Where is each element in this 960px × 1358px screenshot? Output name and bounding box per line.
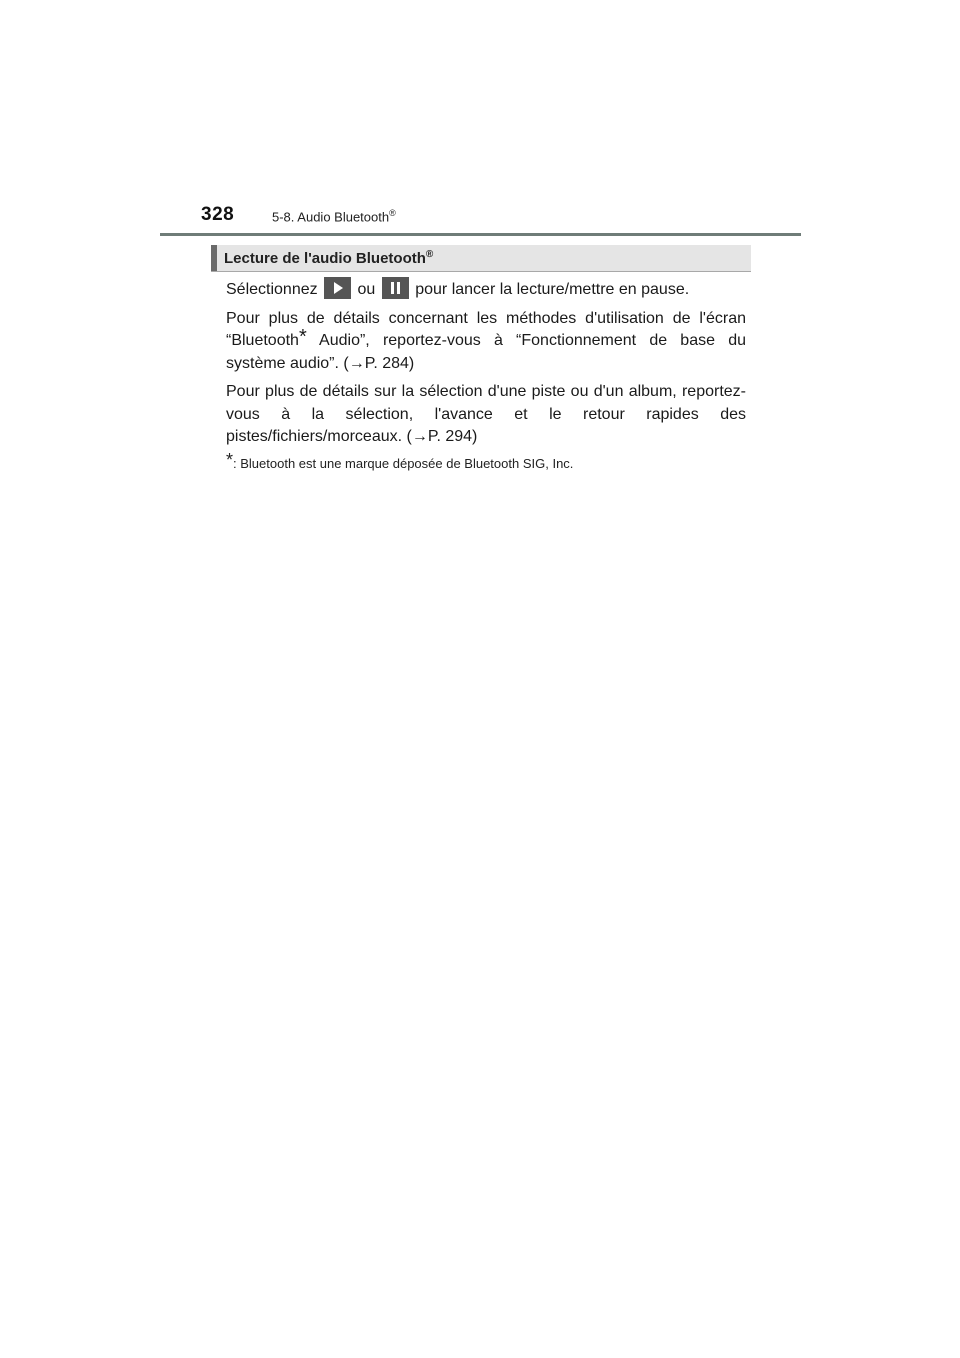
- paragraph-screen-reference: [226, 308, 746, 376]
- p3-a: Pour plus de détails sur la sélection d'une piste ou d'un album, reportez-vous à la sélection, l'avance et le retour rapides des pistes/fichiers/morceaux. (: [226, 383, 746, 445]
- arrow-icon: →: [411, 428, 428, 445]
- page-reference-link[interactable]: P. 284): [364, 354, 415, 372]
- section-label: [272, 208, 396, 224]
- footnote: [226, 449, 746, 473]
- asterisk: *: [298, 326, 307, 348]
- heading-bar: [211, 245, 217, 271]
- paragraph-track-reference: [226, 381, 746, 449]
- page-number: 328: [201, 204, 235, 225]
- p1-after: pour lancer la lecture/mettre en pause.: [415, 281, 690, 298]
- heading-text: [224, 249, 433, 267]
- registered-mark: ®: [389, 208, 396, 218]
- heading-title: Lecture de l'audio Bluetooth: [224, 250, 426, 267]
- section-label-text: 5-8. Audio Bluetooth: [272, 209, 390, 225]
- p1-mid: ou: [357, 281, 376, 298]
- asterisk: *: [226, 449, 234, 470]
- pause-icon: [382, 277, 409, 299]
- play-icon: [324, 277, 351, 299]
- p2-b: Audio”, reportez-vous à “Fonctionnement de base du système audio”. (: [226, 332, 746, 372]
- footnote-text: : Bluetooth est une marque déposée de Bluetooth SIG, Inc.: [233, 455, 574, 471]
- section-heading: [211, 245, 751, 272]
- p1-before: Sélectionnez: [226, 281, 318, 298]
- page-reference-link[interactable]: P. 294): [427, 428, 478, 445]
- paragraph-play-pause: [226, 277, 746, 302]
- p2-a: Pour plus de détails concernant les méthodes d'utilisation de l'écran “Bluetooth: [226, 309, 746, 349]
- body-text: [226, 277, 746, 473]
- registered-mark: ®: [425, 249, 434, 260]
- arrow-icon: →: [348, 354, 365, 372]
- header-rule: [160, 233, 801, 236]
